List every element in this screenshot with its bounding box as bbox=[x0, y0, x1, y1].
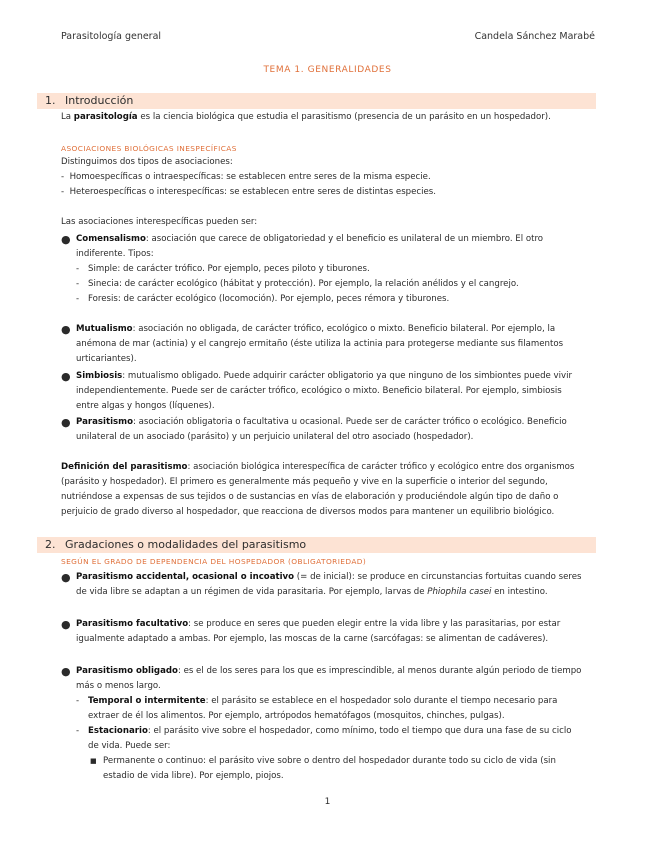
line: : el parásito se establece en el hospedador solo durante el tiempo necesario para bbox=[205, 696, 558, 706]
line: en intestino. bbox=[491, 587, 548, 597]
section-1-heading bbox=[37, 93, 596, 109]
page-number: 1 bbox=[324, 797, 331, 807]
section-1-label: Introducción bbox=[65, 94, 134, 107]
type-text: Simple: de carácter trófico. Por ejemplo, peces piloto y tiburones. bbox=[88, 264, 370, 274]
facultativo-line2: igualmente adaptado a ambas. Por ejemplo, las moscas de la carne (sarcófagas: se alimentan de cadáveres). bbox=[76, 634, 549, 644]
bullet-icon: ● bbox=[61, 323, 71, 336]
dash-marker: - bbox=[76, 264, 80, 274]
line: : mutualismo obligado. Puede adquirir carácter obligatorio ya que ninguno de los simbiontes puede vivir bbox=[122, 371, 573, 381]
assoc-type-item bbox=[61, 170, 431, 185]
dash-marker: - bbox=[61, 172, 70, 182]
section-2-number: 2. bbox=[45, 538, 56, 551]
term: Mutualismo bbox=[76, 324, 133, 334]
square-bullet-icon: ■ bbox=[90, 757, 97, 765]
term: Parasitismo bbox=[76, 417, 133, 427]
line: Permanente o continuo: el parásito vive sobre o dentro del hospedador durante todo su ciclo de vida (sin bbox=[103, 756, 556, 766]
term: Simbiosis bbox=[76, 371, 123, 381]
simbiosis-line2: independientemente. Puede ser de carácter trófico, ecológico o mixto. Beneficio bilateral. Por ejemplo, simbiosis bbox=[76, 386, 562, 396]
header-author: Candela Sánchez Marabé bbox=[474, 31, 595, 42]
dash-marker: - bbox=[76, 294, 80, 304]
line: de vida libre se adaptan a un régimen de vida parasitaria. Por ejemplo, larvas de bbox=[76, 587, 428, 597]
bullet-icon: ● bbox=[61, 618, 71, 631]
inter-intro: Las asociaciones interespecíficas pueden ser: bbox=[61, 217, 258, 227]
list-item-text bbox=[76, 570, 581, 585]
grad-subheading: SEGÚN EL GRADO DE DEPENDENCIA DEL HOSPEDADOR (OBLIGATORIEDAD) bbox=[61, 557, 367, 566]
dash-marker: - bbox=[76, 279, 80, 289]
simbiosis-line3: entre algas y hongos (líquenes). bbox=[76, 401, 215, 411]
assoc-subheading: ASOCIACIONES BIOLÓGICAS INESPECÍFICAS bbox=[61, 144, 237, 153]
mutualismo-line2: anémona de mar (actinia) y el cangrejo ermitaño (éste utiliza la actinia para protegerse mediante sus filamentos bbox=[76, 339, 564, 349]
intro-pre: La bbox=[61, 112, 74, 122]
assoc-type-text: Homoespecíficas o intraespecíficas: se establecen entre seres de la misma especie. bbox=[69, 172, 431, 182]
term: Temporal o intermitente bbox=[88, 696, 206, 706]
line: : asociación biológica interespecífica de carácter trófico y ecológico entre dos organismos bbox=[187, 462, 575, 472]
permanente-line2: estadio de vida libre). Por ejemplo, piojos. bbox=[103, 771, 284, 781]
term: Comensalismo bbox=[76, 234, 146, 244]
line: : asociación no obligada, de carácter trófico, ecológico o mixto. Beneficio bilateral. Por ejemplo, la bbox=[132, 324, 556, 334]
intro-paragraph bbox=[61, 110, 551, 125]
term: Parasitismo facultativo bbox=[76, 619, 189, 629]
list-item-text bbox=[76, 232, 543, 247]
list-item-text bbox=[76, 369, 572, 384]
type-text: Foresis: de carácter ecológico (locomoción). Por ejemplo, peces rémora y tiburones. bbox=[88, 294, 450, 304]
list-item-text bbox=[76, 664, 581, 679]
page-title: TEMA 1. GENERALIDADES bbox=[263, 65, 392, 75]
definicion-line3: nutriéndose a expensas de sus tejidos o de sustancias en vías de elaboración y produciéndole algún tipo de daño o bbox=[61, 492, 559, 502]
line: : asociación que carece de obligatoriedad y el beneficio es unilateral de un miembro. El otro bbox=[145, 234, 544, 244]
bullet-icon: ● bbox=[61, 233, 71, 246]
term: Definición del parasitismo bbox=[61, 462, 188, 472]
assoc-intro: Distinguimos dos tipos de asociaciones: bbox=[61, 157, 233, 167]
line: : es el de los seres para los que es imprescindible, al menos durante algún periodo de tiempo bbox=[177, 666, 582, 676]
dash-marker: - bbox=[61, 187, 70, 197]
assoc-type-text: Heteroespecíficas o interespecíficas: se establecen entre seres de distintas especies. bbox=[69, 187, 437, 197]
bullet-icon: ● bbox=[61, 571, 71, 584]
comensalismo-line2: indiferente. Tipos: bbox=[76, 249, 154, 259]
mutualismo-line3: urticariantes). bbox=[76, 354, 137, 364]
line: : se produce en seres que pueden elegir entre la vida libre y las parasitarias, por estar bbox=[188, 619, 561, 629]
estacionario-text bbox=[88, 724, 572, 739]
type-text: Sinecia: de carácter ecológico (hábitat y protección). Por ejemplo, la relación anélidos y el cangrejo. bbox=[88, 279, 519, 289]
temporal-line2: extraer de él los alimentos. Por ejemplo, artrópodos hematófagos (mosquitos, chinches, pulgas). bbox=[88, 711, 505, 721]
intro-post: es la ciencia biológica que estudia el parasitismo (presencia de un parásito en un hospedador). bbox=[137, 112, 551, 122]
dash-marker: - bbox=[76, 696, 80, 706]
dash-marker: - bbox=[76, 726, 80, 736]
definicion-line2: (parásito y hospedador). El primero es generalmente más pequeño y vive en la superficie o interior del segundo, bbox=[61, 477, 548, 487]
intro-term: parasitología bbox=[73, 112, 138, 122]
bullet-icon: ● bbox=[61, 416, 71, 429]
line: : el parásito vive sobre el hospedador, como mínimo, todo el tiempo que dura una fase de su ciclo bbox=[147, 726, 572, 736]
accidental-line2 bbox=[76, 585, 548, 600]
term: Parasitismo obligado bbox=[76, 666, 178, 676]
assoc-type-item bbox=[61, 185, 436, 200]
obligado-line2: más o menos largo. bbox=[76, 681, 161, 691]
section-1-number: 1. bbox=[45, 94, 56, 107]
section-2-label: Gradaciones o modalidades del parasitismo bbox=[65, 538, 307, 551]
header-course: Parasitología general bbox=[61, 31, 162, 42]
list-item-text bbox=[76, 617, 560, 632]
definicion-line4: perjuicio de grado diverso al hospedador, que reacciona de diversos modos para mantener un equilibrio biológico. bbox=[61, 507, 555, 517]
definicion-line1 bbox=[61, 460, 574, 475]
temporal-text bbox=[88, 694, 557, 709]
line: : asociación obligatoria o facultativa u ocasional. Puede ser de carácter trófico o ecológico. Beneficio bbox=[133, 417, 567, 427]
section-2-heading bbox=[37, 537, 596, 553]
term: Estacionario bbox=[88, 726, 148, 736]
bullet-icon: ● bbox=[61, 665, 71, 678]
line: (= de inicial): se produce en circunstancias fortuitas cuando seres bbox=[294, 572, 582, 582]
species-name: Phiophila casei bbox=[427, 587, 492, 597]
list-item-text bbox=[76, 322, 555, 337]
parasitismo-line2: unilateral de un asociado (parásito) y un perjuicio unilateral del otro asociado (hospedador). bbox=[76, 432, 474, 442]
list-item-text bbox=[76, 415, 567, 430]
estacionario-line2: de vida. Puede ser: bbox=[88, 741, 171, 751]
bullet-icon: ● bbox=[61, 370, 71, 383]
term: Parasitismo accidental, ocasional o incoativo bbox=[76, 572, 295, 582]
